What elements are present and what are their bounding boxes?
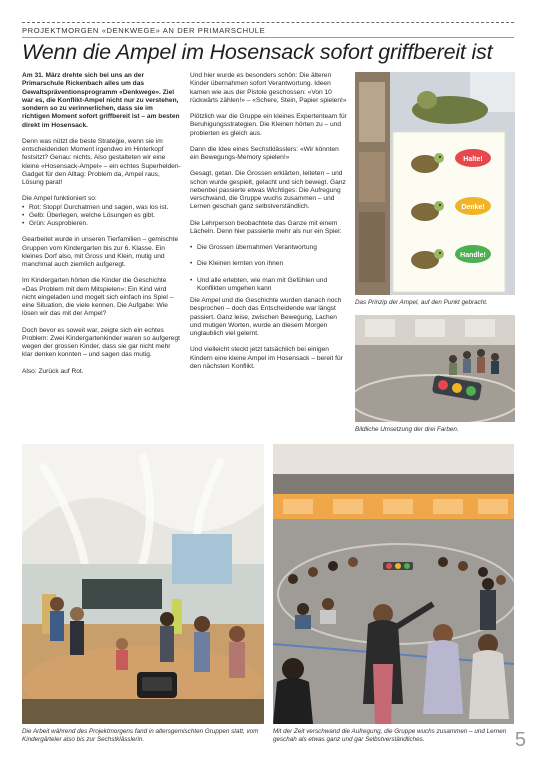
list-item: • Gelb: Überlegen, welche Lösungen es gibt.	[29, 212, 182, 220]
page-number: 5	[514, 729, 526, 751]
caption-photo-3: Die Arbeit während des Projektmorgens fand in altersgemischten Gruppen statt, vom Kindergärteler also bis zur Sechstklässlerin.	[22, 728, 259, 743]
poster-halte: Halte!	[463, 156, 483, 163]
top-dashed-rule	[22, 22, 514, 23]
paragraph: Die Lehrperson beobachtete das Ganze mit einem Lächeln. Denn hier passierte mehr als nur ein Spiel:	[190, 219, 342, 235]
paragraph: Und hier wurde es besonders schön: Die älteren Kinder übernahmen sofort Verantwortung. Ideen kamen wie aus der Pistole geschossen: «Von 10 rückwärts zählen!» – «Schere, Stein, Papier spielen!»	[190, 72, 347, 104]
paragraph: Die Ampel und die Geschichte wurden danach noch besprochen – doch das Entscheidende war längst passiert. Ganz leise, zwischen Bewegung, Lachen und mutigen Worten, wurde an diesem Morgen unglaublich viel gelernt.	[190, 297, 342, 337]
caption-photo-4: Mit der Zeit verschwand die Aufregung, die Gruppe wuchs zusammen – und Lernen geschah als etwas ganz und gar Selbstverständliches.	[273, 728, 507, 743]
paragraph: Also: Zurück auf Rot.	[22, 367, 84, 375]
list-item: • Und alle erlebten, wie man mit Gefühlen und Konflikten umgehen kann	[197, 277, 347, 294]
paragraph: Gearbeitet wurde in unseren Tierfamilien – gemischte Gruppen vom Kindergarten bis zur 6. Klasse. Ein kleines Dorf also, mit Gross und Klein, mutig und manchmal auch ziemlich aufgeregt.	[22, 236, 179, 268]
poster-handle: Handle!	[460, 252, 486, 259]
list-item: • Die Kleinen lernten von ihnen	[197, 260, 347, 268]
caption-photo-1: Das Prinzip der Ampel, auf den Punkt gebracht.	[355, 299, 488, 306]
article-title: Wenn die Ampel im Hosensack sofort griffbereit ist	[22, 40, 493, 64]
list-item: • Grün: Ausprobieren.	[29, 220, 182, 228]
list-item: • Die Grossen übernahmen Verantwortung	[197, 244, 347, 252]
poster-illustration	[355, 72, 515, 295]
text-column-2	[190, 72, 347, 379]
paragraph: Dann die Idee eines Sechstklässlers: «Wir könnten ein Bewegungs-Memory spielen!»	[190, 145, 339, 161]
poster-denke: Denke!	[461, 204, 485, 211]
kicker-rule	[22, 37, 514, 38]
paragraph: Gesagt, getan. Die Grossen erklärten, leiteten – und schon wurde gespielt, gelacht und sich bewegt. Ganz nebenbei passierte etwas Wichtiges: Die Aufregung verschwand, die Gruppe wuchs zusammen – und Lernen geschah ganz selbstverständlich.	[190, 170, 346, 211]
photo-classroom-group	[22, 444, 264, 724]
paragraph: Im Kindergarten hörten die Kinder die Geschichte «Das Problem mit dem Mitspielen»: Ein Kind wird nicht eingeladen und mogelt sich einfach ins Spiel – eine Situation, die viele kennen. Die Aufgabe: Wie lösen wir das mit der Ampel?	[22, 277, 174, 318]
learning-list	[190, 244, 347, 293]
photo-floor-ampel	[355, 315, 515, 422]
paragraph: Die Ampel funktioniert so:	[22, 195, 97, 203]
list-item: • Rot: Stopp! Durchatmen und sagen, was los ist.	[29, 204, 182, 212]
paragraph: Denn was nützt die beste Strategie, wenn sie im entscheidenden Moment irgendwo im Hinterkopf festsitzt? Genau: nichts. Also gestalteten wir eine kleine «Hosensack-Ampel» – ein echtes Superhelden-Gadget für den Alltag: Problem da, Ampel raus, Lösung parat!	[22, 137, 181, 186]
ampel-list	[22, 204, 182, 229]
photo-gym-group	[273, 444, 514, 724]
text-column-1	[22, 72, 182, 384]
lead-paragraph: Am 31. März drehte sich bei uns an der Primarschule Rickenbach alles um das Gewaltspräventionsprogramm «Denkwege». Ziel war es, die Konflikt-Ampel nicht nur zu verstehen, sondern so zu verinnerlichen, dass sie im richtigen Moment sofort griffbereit ist – am besten direkt im Hosensack.	[22, 72, 180, 129]
paragraph: Plötzlich war die Gruppe ein kleines Expertenteam für Beruhigungsstrategien. Die Kleinen hörten zu – und probierten es gleich aus.	[190, 113, 347, 137]
photo-ampel-poster	[355, 72, 515, 295]
paragraph: Doch bevor es soweit war, zeigte sich ein echtes Problem: Zwei Kindergartenkinder waren so aufgeregt wegen der grossen Kinder, dass sie gar nicht mehr klar denken konnten – und sagen das mutig.	[22, 326, 180, 359]
caption-photo-2: Bildliche Umsetzung der drei Farben.	[355, 426, 459, 433]
paragraph: Und vielleicht steckt jetzt tatsächlich bei einigen Kindern eine kleine Ampel im Hosensack – bereit für den nächsten Konflikt.	[190, 346, 343, 370]
section-kicker: PROJEKTMORGEN «DENKWEGE» AN DER PRIMARSCHULE	[22, 26, 266, 35]
